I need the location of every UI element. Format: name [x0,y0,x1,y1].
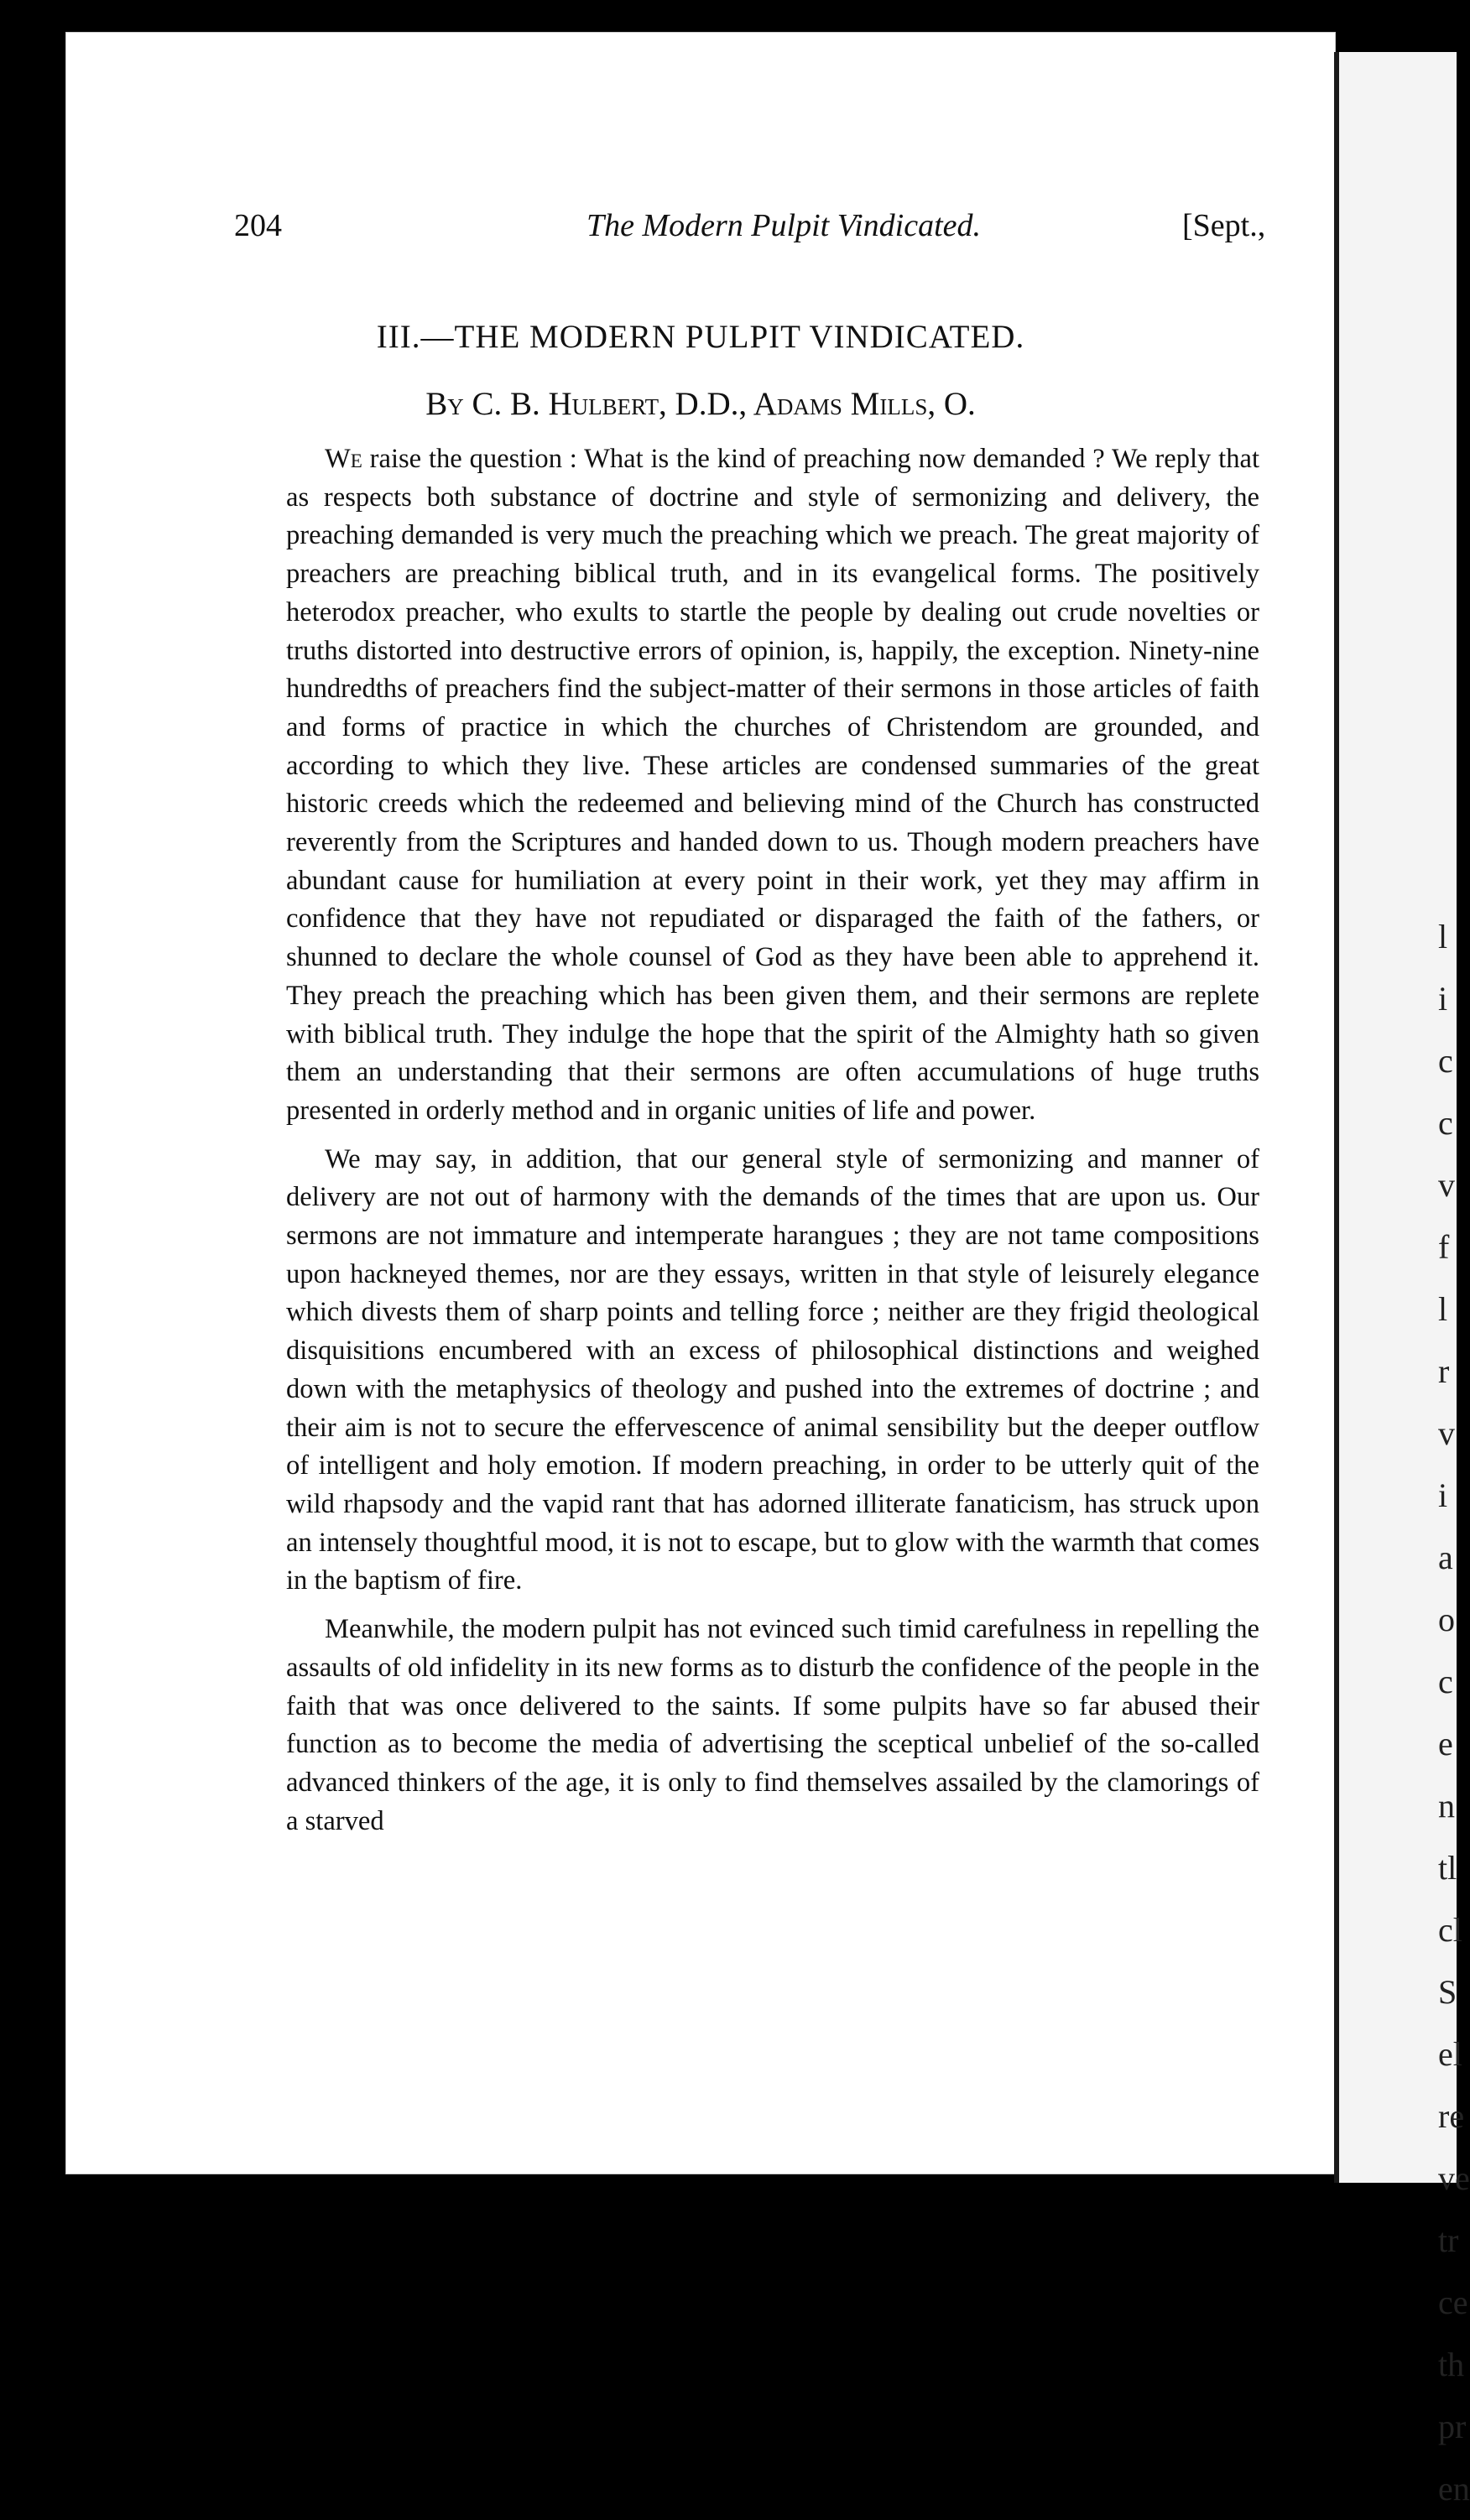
article-title: III.—THE MODERN PULPIT VINDICATED. [376,319,1025,355]
paragraph-1-text: raise the question : What is the kind of preaching now demanded ? We reply that as respects both substance of doctrine and style of sermonizing and delivery, the preaching demanded is very much the preaching which we preach. The great majority of preachers are preaching biblical truth, and in its evangelical forms. The positively heterodox preacher, who exults to startle the people by dealing out crude novelties or truths distorted into destructive errors of opinion, is, happily, the exception. Ninety-nine hundredths of preachers find the subject-matter of their sermons in those articles of faith and forms of practice in which the churches of Christendom are grounded, and according to which they live. These articles are condensed summaries of the great historic creeds which the redeemed and believing mind of the Church has constructed reverently from the Scriptures and handed down to us. Though modern preachers have abundant cause for humiliation at every point in their work, yet they may affirm in confidence that they have not repudiated or disparaged the faith of the fathers, or shunned to declare the whole counsel of God as they have been able to apprehend it. They preach the preaching which has been given them, and their sermons are replete with biblical truth. They indulge the hope that the spirit of the Almighty hath so given them an understanding that their sermons are often accumulations of huge truths presented in orderly method and in organic unities of life and power. [286,444,1259,1126]
paragraph-1 [286,440,1259,1131]
page-header [66,207,1335,258]
article-byline: By C. B. Hulbert, D.D., Adams Mills, O. [425,386,976,422]
paragraph-2: We may say, in addition, that our general style of sermonizing and manner of delivery are not out of harmony with the demands of the times that are upon us. Our sermons are not immature and intemperate harangues ; they are not tame compositions upon hackneyed themes, nor are they essays, written in that style of leisurely elegance which divests them of sharp points and telling force ; neither are they frigid theological disquisitions encumbered with an excess of philosophical distinctions and weighed down with the metaphysics of theology and pushed into the extremes of doctrine ; and their aim is not to secure the effervescence of animal sensibility but the deeper outflow of intelligent and holy emotion. If modern preaching, in order to be utterly quit of the wild rhapsody and the vapid rant that has adorned illiterate fanaticism, has struck upon an intensely thoughtful mood, it is not to escape, but to glow with the warmth that comes in the baptism of fire. [286,1143,1259,1596]
adjacent-page-fragment: l i c c v f l r v i a o c e n tl cl S el re ve tr ce th pr en [1438,918,1470,2507]
article-body [286,440,1259,1851]
lead-word: We [325,444,362,474]
running-title: The Modern Pulpit Vindicated. [586,208,981,243]
page-number: 204 [234,208,282,243]
page-sheet [65,32,1336,2174]
section-marker: [Sept., [1182,208,1266,243]
paragraph-3: Meanwhile, the modern pulpit has not evinced such timid carefulness in repelling the assaults of old infidelity in its new forms as to disturb the confidence of the people in the faith that was once delivered to the saints. If some pulpits have so far abused their function as to become the media of advertising the sceptical unbelief of the so-called advanced thinkers of the age, it is only to find themselves assailed by the clamorings of a starved [286,1614,1259,1836]
